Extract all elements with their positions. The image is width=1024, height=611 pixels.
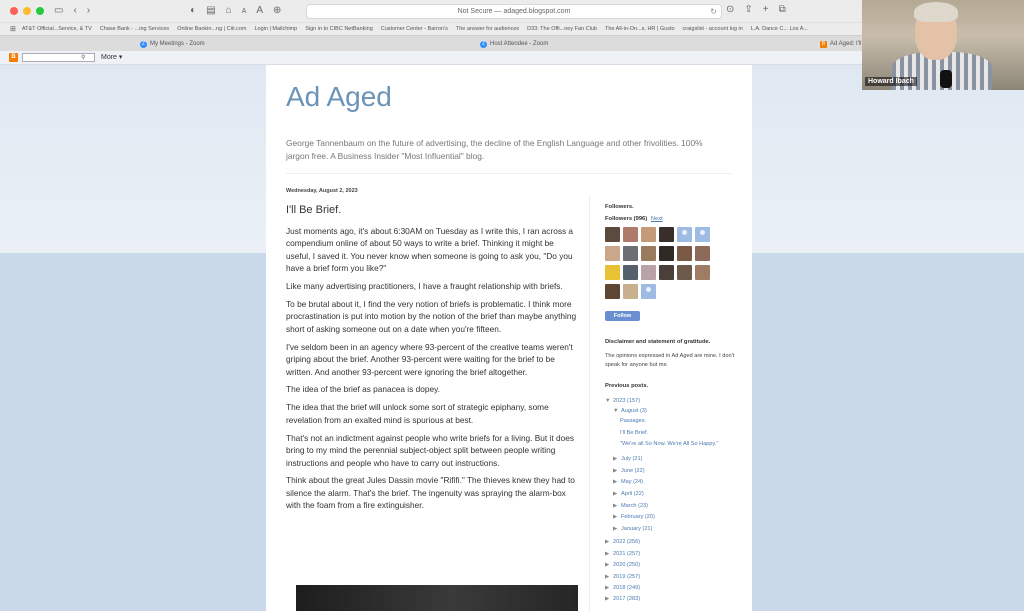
bookmark-item[interactable]: AT&T Official...Service, & TV: [21, 26, 92, 32]
archive-year-2023[interactable]: ▼ 2023 (157): [605, 398, 641, 404]
participant-hair: [914, 2, 958, 22]
avatar[interactable]: [695, 265, 710, 280]
post-title[interactable]: I'll Be Brief.: [286, 204, 342, 216]
archive-month[interactable]: ▶ January (21): [613, 526, 653, 532]
share-icon[interactable]: ⇪: [744, 4, 753, 15]
bookmark-item[interactable]: D33: The Offi...ney Fan Club: [527, 26, 597, 32]
expand-triangle-icon[interactable]: ▶: [613, 468, 618, 474]
avatar[interactable]: [695, 227, 710, 242]
avatar[interactable]: [623, 265, 638, 280]
avatar[interactable]: [605, 246, 620, 261]
tab-label: Host Attendee - Zoom: [490, 41, 549, 47]
minimize-window-button[interactable]: [23, 7, 31, 15]
post-paragraph: Just moments ago, it's about 6:30AM on Tuesday as I write this, I ran across a compendium online of about 50 ways to write a brief. Thinking it might be useful, I saved it. You never know when someone is going to ask you, "Do you have a brief form you like?": [286, 226, 574, 274]
archive-year[interactable]: ▶ 2020 (250): [605, 562, 641, 568]
archive-year[interactable]: ▶ 2022 (256): [605, 539, 641, 545]
avatar[interactable]: [605, 284, 620, 299]
tab-ad-aged[interactable]: [820, 36, 862, 52]
expand-triangle-icon[interactable]: ▶: [605, 596, 610, 602]
expand-triangle-icon[interactable]: ▶: [605, 585, 610, 591]
archive-month[interactable]: ▶ June (22): [613, 468, 645, 474]
avatar[interactable]: [677, 246, 692, 261]
avatar[interactable]: [641, 227, 656, 242]
blog-page: [266, 65, 752, 611]
post-paragraph: The idea of the brief as panacea is dopey.: [286, 384, 440, 395]
zoom-favicon-icon: Z: [481, 41, 486, 47]
blogger-favicon-icon: B: [821, 41, 826, 47]
text-larger-icon[interactable]: A: [256, 5, 264, 16]
browser-right-tools: [726, 4, 786, 15]
blog-title[interactable]: Ad Aged: [286, 81, 392, 112]
archive-post-link[interactable]: I'll Be Brief.: [620, 430, 649, 436]
avatar[interactable]: [641, 246, 656, 261]
close-window-button[interactable]: [10, 7, 18, 15]
expand-triangle-icon[interactable]: ▶: [613, 514, 618, 520]
expand-triangle-icon[interactable]: ▶: [613, 491, 618, 497]
new-tab-icon[interactable]: +: [762, 4, 769, 15]
archive-year[interactable]: ▶ 2021 (257): [605, 551, 641, 557]
avatar[interactable]: [641, 265, 656, 280]
more-menu[interactable]: More ▾: [101, 54, 123, 61]
archive-heading: Previous posts.: [605, 383, 649, 389]
archive-month[interactable]: ▶ May (24): [613, 479, 644, 485]
window-controls: [10, 7, 44, 15]
post-paragraph: The idea that the brief will unlock some sort of strategic epiphany, some revelation from an exalted mind is spurious at best.: [286, 402, 549, 425]
expand-triangle-icon[interactable]: ▶: [613, 456, 618, 462]
avatar[interactable]: [677, 227, 692, 242]
zoom-favicon-icon: Z: [141, 41, 146, 47]
follow-button[interactable]: Follow: [605, 311, 640, 321]
bookmark-item[interactable]: L.A. Dance C... Los A...: [750, 26, 808, 32]
participant-name-label: Howard Ibach: [865, 77, 917, 86]
back-icon[interactable]: ‹: [73, 5, 77, 16]
avatar[interactable]: [623, 284, 638, 299]
archive-post-link[interactable]: Passages.: [620, 418, 647, 424]
bookmark-item[interactable]: The All-in-On...s, HR | Gusto: [604, 26, 675, 32]
expand-triangle-icon[interactable]: ▶: [605, 551, 610, 557]
avatar[interactable]: [659, 246, 674, 261]
archive-month[interactable]: ▶ February (20): [613, 514, 655, 520]
tab-my-meetings[interactable]: [140, 36, 205, 52]
zoom-window-button[interactable]: [36, 7, 44, 15]
bookmark-item[interactable]: Chase Bank - ...ing Services: [99, 26, 170, 32]
bookmarks-grid-icon[interactable]: ⊞: [10, 26, 16, 33]
microphone-icon: [940, 70, 952, 88]
expand-triangle-icon[interactable]: ▶: [613, 526, 618, 532]
bookmark-item[interactable]: The answer for audiences: [455, 26, 520, 32]
post-paragraph: To be brutal about it, I find the very notion of briefs is problematic. I think more procrastination is put into motion by the notion of the brief than maybe anything short of asking someone out on a date when you're fifteen.: [286, 299, 577, 334]
post-paragraph: That's not an indictment against people who write briefs for a living. But it does bring to my mind the perennial subject-object split between people writing instructions and people who have to carry out instructions.: [286, 432, 574, 468]
webcam-video-tile[interactable]: [862, 0, 1024, 90]
archive-month[interactable]: ▶ July (21): [613, 456, 643, 462]
post-paragraph: I've seldom been in an agency where 93-percent of the creative teams weren't griping about the brief. Another 93-percent were waiting for the brief to be written. And another 93-percent were ignoring the brief altogether.: [286, 341, 573, 377]
bookmark-item[interactable]: craigslist - account log in: [682, 26, 743, 32]
home-icon[interactable]: ⌂: [225, 5, 232, 16]
avatar[interactable]: [695, 246, 710, 261]
post-paragraph: Like many advertising practitioners, I have a fraught relationship with briefs.: [286, 281, 563, 292]
collapse-triangle-icon[interactable]: ▼: [605, 398, 611, 404]
forward-icon[interactable]: ›: [86, 5, 91, 16]
post-date: Wednesday, August 2, 2023: [286, 188, 358, 194]
followers-label: Followers (996): [605, 216, 648, 222]
followers-next-link[interactable]: Next: [650, 216, 663, 222]
avatar[interactable]: [659, 227, 674, 242]
avatar[interactable]: [623, 227, 638, 242]
disclaimer-heading: Disclaimer and statement of gratitude.: [605, 339, 711, 345]
avatar[interactable]: [605, 227, 620, 242]
url-text: Not Secure — adaged.blogspot.com: [457, 8, 571, 15]
blogger-logo-icon[interactable]: B: [9, 53, 18, 62]
followers-count: [605, 216, 663, 222]
bookmark-item[interactable]: Online Bankin...ng | Citi.com: [177, 26, 247, 32]
avatar[interactable]: [623, 246, 638, 261]
address-bar[interactable]: [306, 4, 722, 19]
privacy-shield-icon[interactable]: ◐: [190, 5, 197, 16]
expand-triangle-icon[interactable]: ▶: [613, 503, 618, 509]
archive-year[interactable]: ▶ 2019 (257): [605, 574, 641, 580]
tab-overview-icon[interactable]: ⧉: [778, 4, 786, 15]
archive-month-august[interactable]: ▼ August (3): [613, 408, 647, 414]
bookmark-item[interactable]: Customer Center - Barron's: [380, 26, 448, 32]
archive-month[interactable]: ▶ March (23): [613, 503, 649, 509]
post-image: [296, 585, 578, 611]
archive-year[interactable]: ▶ 2018 (249): [605, 585, 641, 591]
post-paragraph: Think about the great Jules Dassin movie "Rififi." The thieves knew they had to silence the alarm. That's the brief. The ingenuity was spraying the alarm-box with the foam from a fire extinguisher.: [286, 475, 575, 511]
blog-description: George Tannenbaum on the future of advertising, the decline of the English Language and other frivolities. 100% jargon free. A Business Insider "Most Influential" blog.: [286, 138, 703, 161]
expand-triangle-icon[interactable]: ▶: [605, 539, 610, 545]
divider: [286, 173, 732, 174]
bookmark-item[interactable]: Sign in to CIBC NetBanking: [305, 26, 373, 32]
bookmark-item[interactable]: Login | Mailchimp: [254, 26, 298, 32]
expand-triangle-icon[interactable]: ▶: [613, 479, 618, 485]
archive-year[interactable]: ▶ 2017 (283): [605, 596, 641, 602]
search-icon[interactable]: ⚲: [81, 55, 86, 61]
followers-heading: Followers.: [605, 204, 634, 210]
downloads-icon[interactable]: ⊙: [726, 4, 735, 15]
post-body: [286, 225, 578, 517]
sidebar-toggle-icon[interactable]: ▭: [54, 5, 64, 16]
avatar[interactable]: [605, 265, 620, 280]
avatar[interactable]: [677, 265, 692, 280]
reader-icon[interactable]: ▤: [206, 5, 216, 16]
expand-triangle-icon[interactable]: ▶: [605, 562, 610, 568]
disclaimer-text: The opinions expressed in Ad Aged are mine. I don't speak for anyone but me.: [605, 353, 735, 368]
text-smaller-icon[interactable]: A: [241, 7, 247, 15]
expand-triangle-icon[interactable]: ▶: [605, 574, 610, 580]
follower-avatars: [605, 227, 725, 299]
avatar[interactable]: [659, 265, 674, 280]
archive-post-link[interactable]: "We're all So Now. We're All So Happy.": [620, 441, 719, 447]
avatar[interactable]: [641, 284, 656, 299]
reload-icon[interactable]: ↻: [710, 7, 717, 16]
archive-month[interactable]: ▶ April (22): [613, 491, 644, 497]
tab-label: Ad Aged: I'll: [830, 41, 862, 47]
tab-host-attendee[interactable]: [480, 36, 548, 52]
globe-icon[interactable]: ⊕: [273, 5, 282, 16]
collapse-triangle-icon[interactable]: ▼: [613, 408, 619, 414]
sidebar-divider: [589, 195, 590, 611]
tab-label: My Meetings - Zoom: [150, 41, 205, 47]
